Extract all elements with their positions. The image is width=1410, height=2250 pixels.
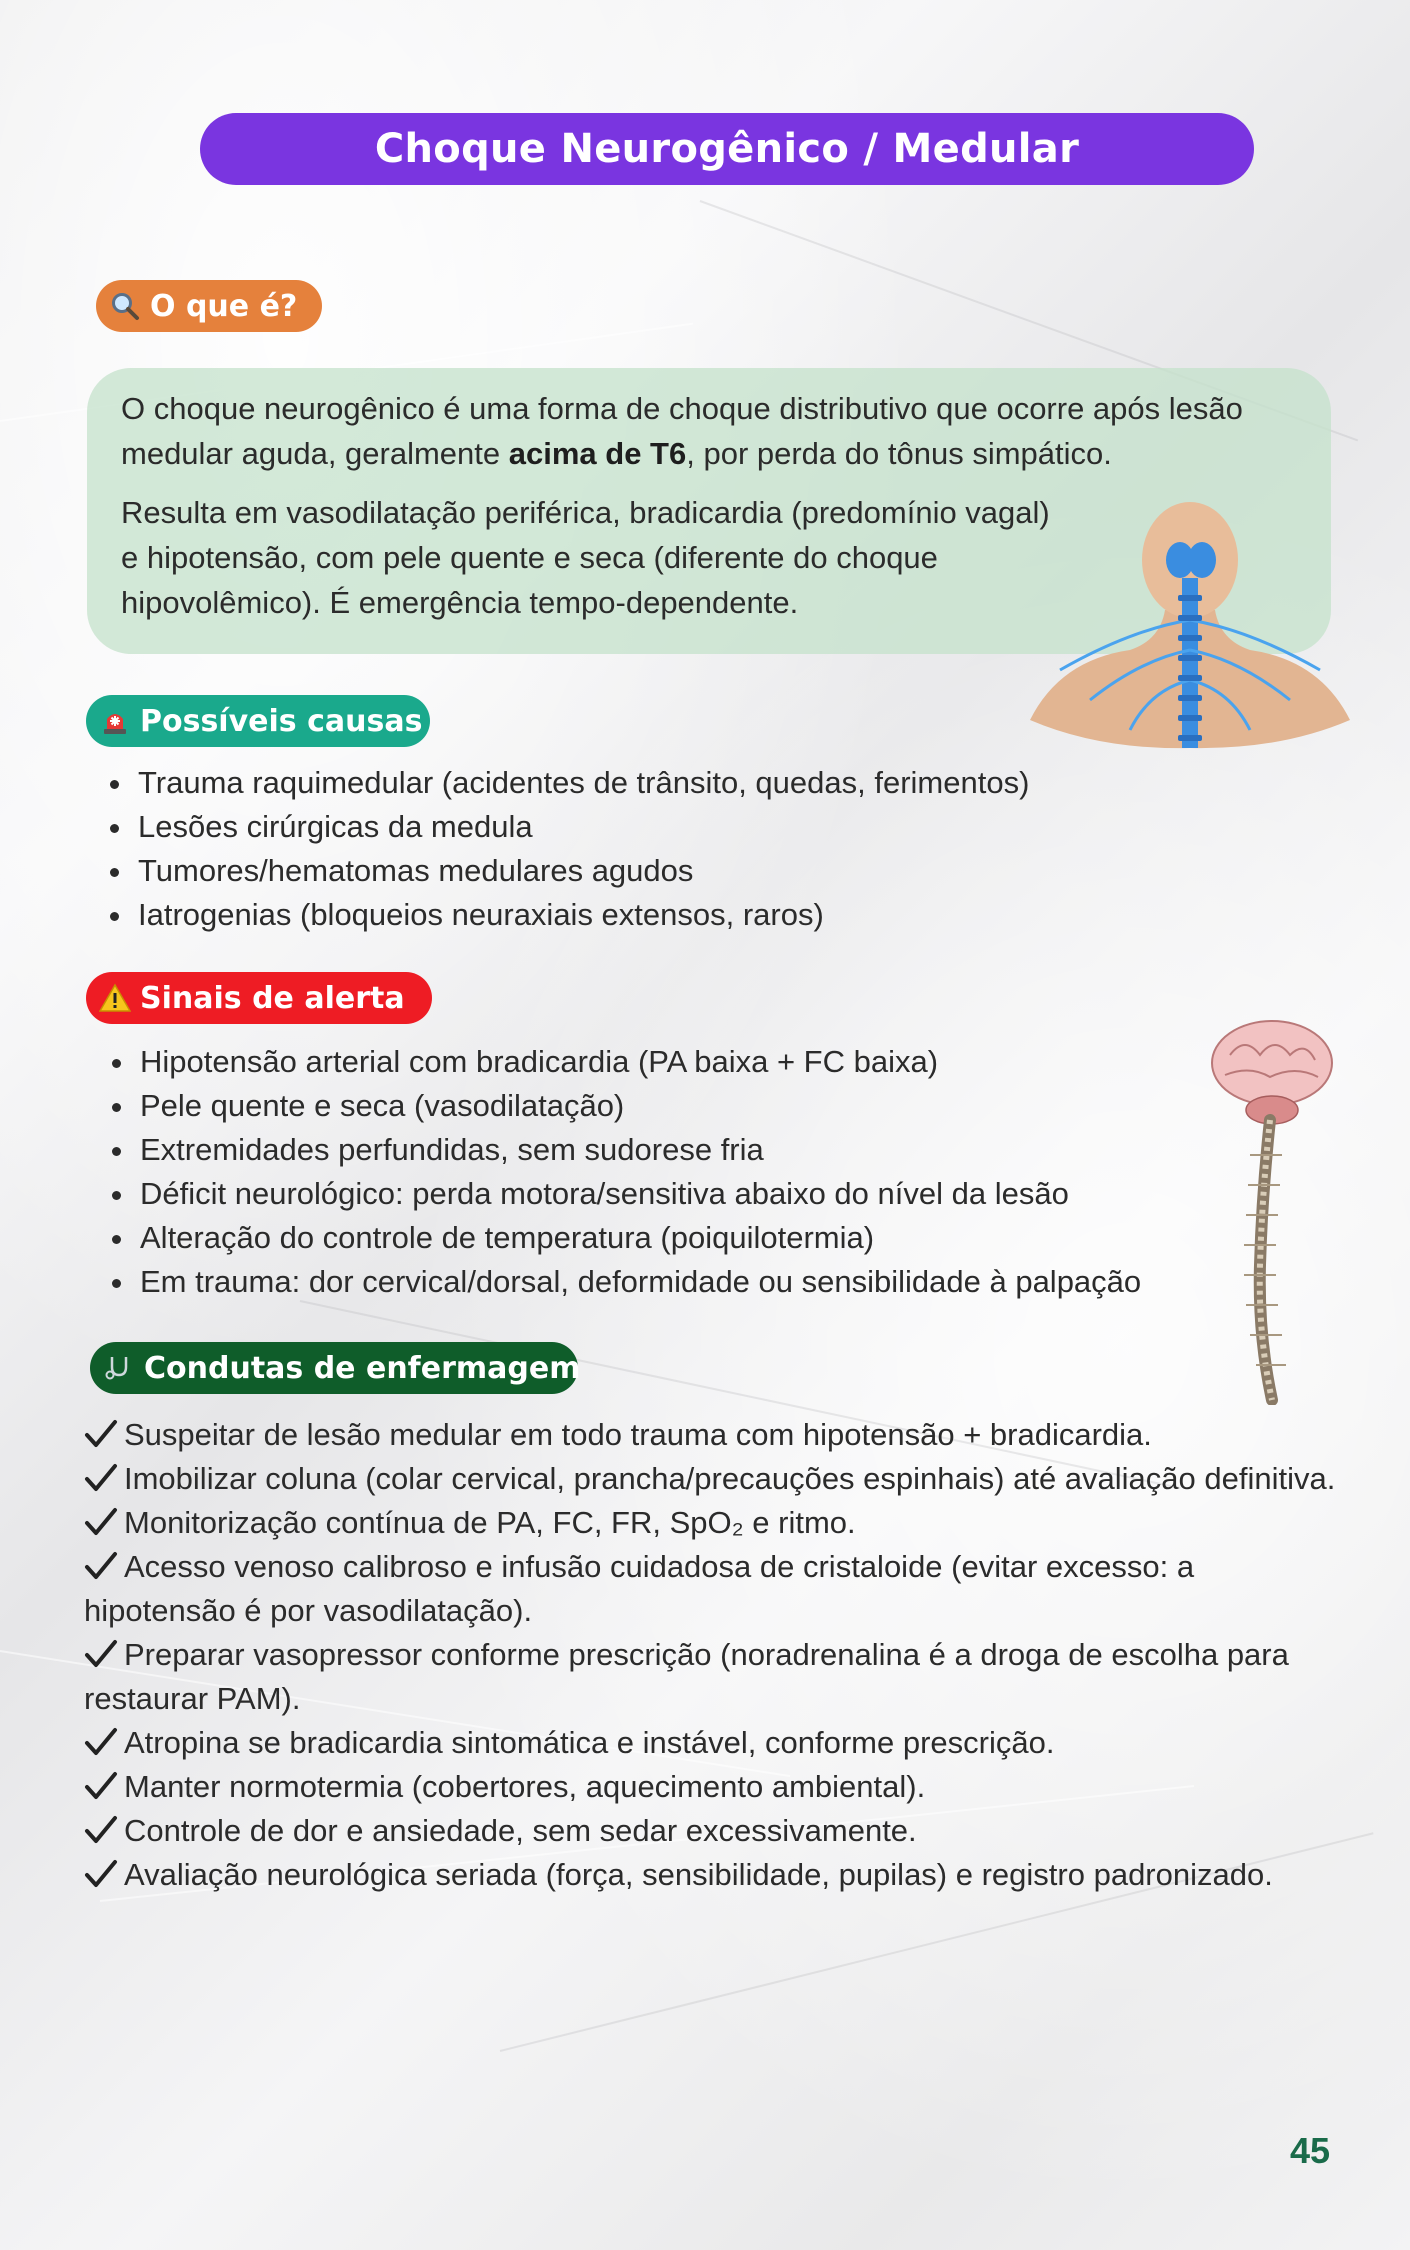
list-item: Controle de dor e ansiedade, sem sedar excessivamente. [84, 1809, 1344, 1853]
alert-signs-list [88, 1040, 1141, 1304]
list-item: Monitorização contínua de PA, FC, FR, SpO₂ e ritmo. [84, 1501, 1344, 1545]
checkmark-icon [84, 1463, 118, 1493]
definition-highlight: acima de T6 [508, 436, 687, 471]
stethoscope-icon [102, 1351, 136, 1385]
section-label: Condutas de enfermagem [144, 1350, 581, 1386]
checkmark-icon [84, 1507, 118, 1537]
list-item: Avaliação neurológica seriada (força, sensibilidade, pupilas) e registro padronizado. [84, 1853, 1344, 1897]
checkmark-icon [84, 1815, 118, 1845]
list-item: Manter normotermia (cobertores, aquecimento ambiental). [84, 1765, 1344, 1809]
checkmark-icon [84, 1771, 118, 1801]
section-label: Possíveis causas [140, 703, 423, 739]
list-item: Acesso venoso calibroso e infusão cuidadosa de cristaloide (evitar excesso: a hipotensão é por vasodilatação). [84, 1549, 1195, 1628]
warning-icon [98, 981, 132, 1015]
definition-paragraph-2: Resulta em vasodilatação periférica, bradicardia (predomínio vagal) e hipotensão, com pele quente e seca (diferente do choque hipovolêmico). É emergência tempo-dependente. [121, 495, 1050, 620]
checkmark-icon [84, 1727, 118, 1757]
section-tag-conduct [90, 1342, 581, 1394]
list-item: Atropina se bradicardia sintomática e instável, conforme prescrição. [84, 1721, 1344, 1765]
page-number: 45 [1290, 2130, 1331, 2171]
magnifier-icon [108, 289, 142, 323]
list-item: Hipotensão arterial com bradicardia (PA baixa + FC baixa) [88, 1040, 1141, 1084]
section-label: Sinais de alerta [140, 980, 405, 1016]
page-title: Choque Neurogênico / Medular [200, 113, 1254, 185]
causes-list [86, 761, 1029, 937]
checkmark-icon [84, 1859, 118, 1889]
list-item: Pele quente e seca (vasodilatação) [88, 1084, 1141, 1128]
spine-back-illustration [1020, 500, 1360, 750]
list-item: Imobilizar coluna (colar cervical, prancha/precauções espinhais) até avaliação definitiva. [84, 1457, 1344, 1501]
section-label: O que é? [150, 288, 298, 324]
list-item: Preparar vasopressor conforme prescrição (noradrenalina é a droga de escolha para restaurar PAM). [84, 1637, 1289, 1716]
checkmark-icon [84, 1419, 118, 1449]
list-item: Suspeitar de lesão medular em todo trauma com hipotensão + bradicardia. [84, 1413, 1344, 1457]
list-item: Em trauma: dor cervical/dorsal, deformidade ou sensibilidade à palpação [88, 1260, 1141, 1304]
list-item: Lesões cirúrgicas da medula [86, 805, 1029, 849]
siren-icon [98, 704, 132, 738]
nursing-conduct-list [84, 1413, 1344, 1897]
section-tag-alert [86, 972, 432, 1024]
definition-paragraph-1: O choque neurogênico é uma forma de choque distributivo que ocorre após lesão medular aguda, geralmente acima de T6, por perda do tônus simpático. [121, 391, 1243, 471]
brain-spine-illustration [1200, 1015, 1340, 1405]
list-item: Iatrogenias (bloqueios neuraxiais extensos, raros) [86, 893, 1029, 937]
list-item: Extremidades perfundidas, sem sudorese fria [88, 1128, 1141, 1172]
list-item: Déficit neurológico: perda motora/sensitiva abaixo do nível da lesão [88, 1172, 1141, 1216]
checkmark-icon [84, 1551, 118, 1581]
section-tag-what [96, 280, 322, 332]
list-item: Trauma raquimedular (acidentes de trânsito, quedas, ferimentos) [86, 761, 1029, 805]
checkmark-icon [84, 1639, 118, 1669]
section-tag-causes [86, 695, 430, 747]
list-item: Tumores/hematomas medulares agudos [86, 849, 1029, 893]
list-item: Alteração do controle de temperatura (poiquilotermia) [88, 1216, 1141, 1260]
